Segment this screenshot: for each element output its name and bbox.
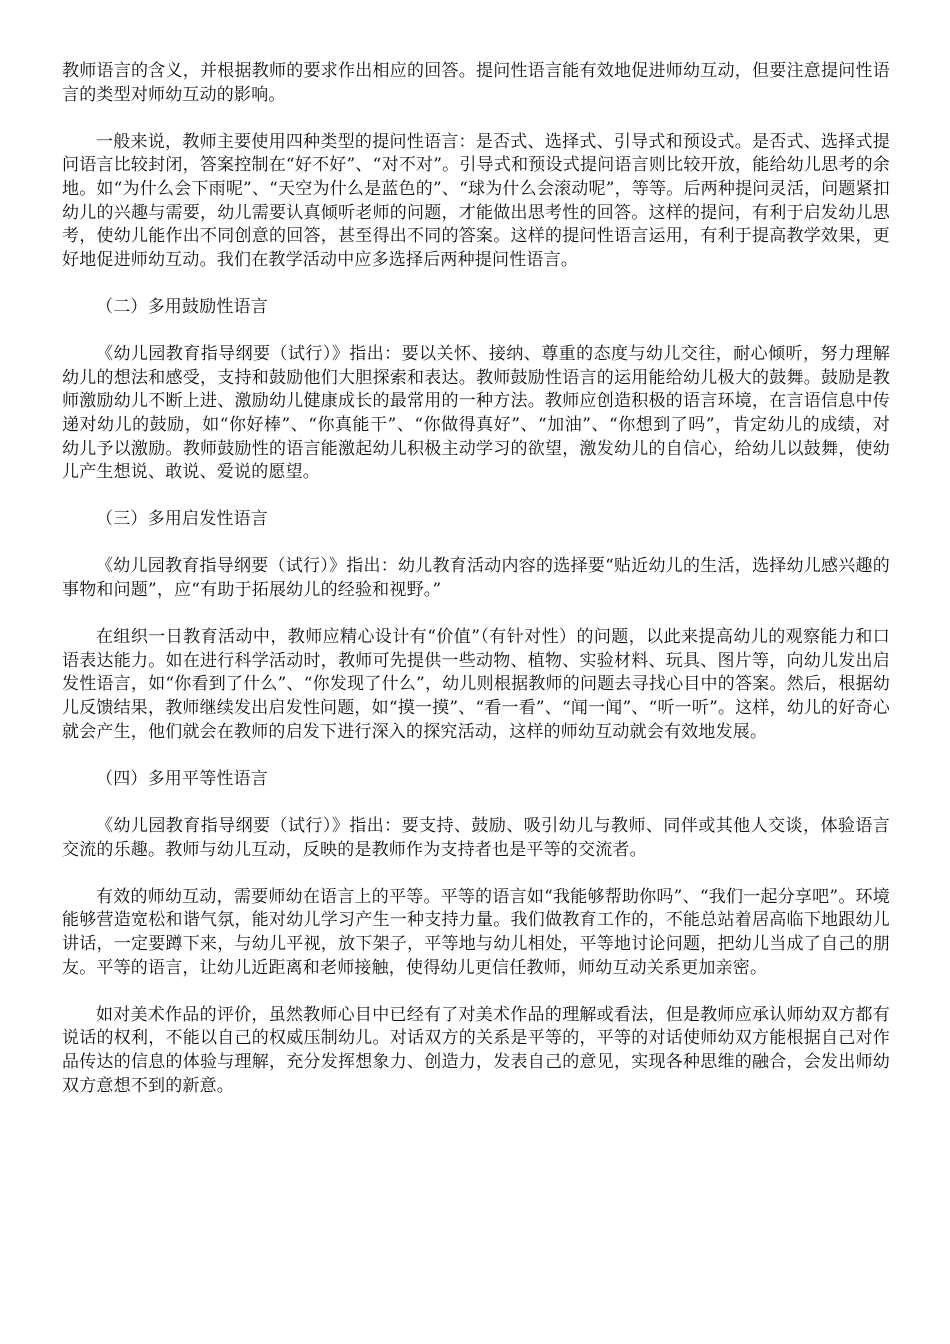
paragraph-art-evaluation: 如对美术作品的评价，虽然教师心目中已经有了对美术作品的理解或看法，但是教师应承认师幼双方都有说话的权利，不能以自己的权威压制幼儿。对话双方的关系是平等的，平等的对话使师幼双方能根据自己对作品传达的信息的体验与理解，充分发挥想象力、创造力，发表自己的意见，实现各种思维的融合，会发出师幼双方意想不到的新意。 <box>62 1004 890 1096</box>
paragraph-guideline-equal: 《幼儿园教育指导纲要（试行）》指出：要支持、鼓励、吸引幼儿与教师、同伴或其他人交谈，体验语言交流的乐趣。教师与幼儿互动，反映的是教师作为支持者也是平等的交流者。 <box>62 816 890 860</box>
paragraph-encouraging-language: 《幼儿园教育指导纲要（试行）》指出：要以关怀、接纳、尊重的态度与幼儿交往，耐心倾听，努力理解幼儿的想法和感受，支持和鼓励他们大胆探索和表达。教师鼓励性语言的运用能给幼儿极大的鼓舞。鼓励是教师激励幼儿不断上进、激励幼儿健康成长的最常用的一种方法。教师应创造积极的语言环境，在言语信息中传递对幼儿的鼓励，如“你好棒”、“你真能干”、“你做得真好”、“加油”、“你想到了吗”，肯定幼儿的成绩，对幼儿予以激励。教师鼓励性的语言能激起幼儿积极主动学习的欲望，激发幼儿的自信心，给幼儿以鼓舞，使幼儿产生想说、敢说、爱说的愿望。 <box>62 344 890 483</box>
paragraph-effective-interaction: 有效的师幼互动，需要师幼在语言上的平等。平等的语言如“我能够帮助你吗”、“我们一起分享吧”。环境能够营造宽松和谐气氛，能对幼儿学习产生一种支持力量。我们做教育工作的，不能总站着居高临下地跟幼儿讲话，一定要蹲下来，与幼儿平视，放下架子，平等地与幼儿相处，平等地讨论问题，把幼儿当成了自己的朋友。平等的语言，让幼儿近距离和老师接触，使得幼儿更信任教师，师幼互动关系更加亲密。 <box>62 886 890 978</box>
document-page <box>62 60 890 1122</box>
section-heading-inspiring-language: （三）多用启发性语言 <box>96 509 268 530</box>
paragraph-guideline-quote: 《幼儿园教育指导纲要（试行）》指出：幼儿教育活动内容的选择要“贴近幼儿的生活，选择幼儿感兴趣的事物和问题”，应“有助于拓展幼儿的经验和视野。” <box>62 556 890 601</box>
paragraph-inspiring-language: 在组织一日教育活动中，教师应精心设计有“价值”（有针对性）的问题，以此来提高幼儿的观察能力和口语表达能力。如在进行科学活动时，教师可先提供一些动物、植物、实验材料、玩具、图片等，向幼儿发出启发性语言，如“你看到了什么”、“你发现了什么”，幼儿则根据教师的问题去寻找心目中的答案。然后，根据幼儿反馈结果，教师继续发出启发性问题，如“摸一摸”、“看一看”、“闻一闻”、“听一听”。这样，幼儿的好奇心就会产生，他们就会在教师的启发下进行深入的探究活动，这样的师幼互动就会有效地发展。 <box>62 627 890 742</box>
section-heading-encouraging-language: （二）多用鼓励性语言 <box>96 296 268 317</box>
section-heading-equal-language: （四）多用平等性语言 <box>96 768 268 789</box>
paragraph-question-types: 一般来说，教师主要使用四种类型的提问性语言：是否式、选择式、引导式和预设式。是否式、选择式提问语言比较封闭，答案控制在“好不好”、“对不对”。引导式和预设式提问语言则比较开放，能给幼儿思考的余地。如“为什么会下雨呢”、“天空为什么是蓝色的”、“球为什么会滚动呢”，等等。后两种提问灵活，问题紧扣幼儿的兴趣与需要，幼儿需要认真倾听老师的问题，才能做出思考性的回答。这样的提问，有利于启发幼儿思考，使幼儿能作出不同创意的回答，甚至得出不同的答案。这样的提问性语言运用，有利于提高教学效果，更好地促进师幼互动。我们在教学活动中应多选择后两种提问性语言。 <box>62 131 890 270</box>
paragraph-continued: 教师语言的含义，并根据教师的要求作出相应的回答。提问性语言能有效地促进师幼互动，但要注意提问性语言的类型对师幼互动的影响。 <box>62 61 890 105</box>
